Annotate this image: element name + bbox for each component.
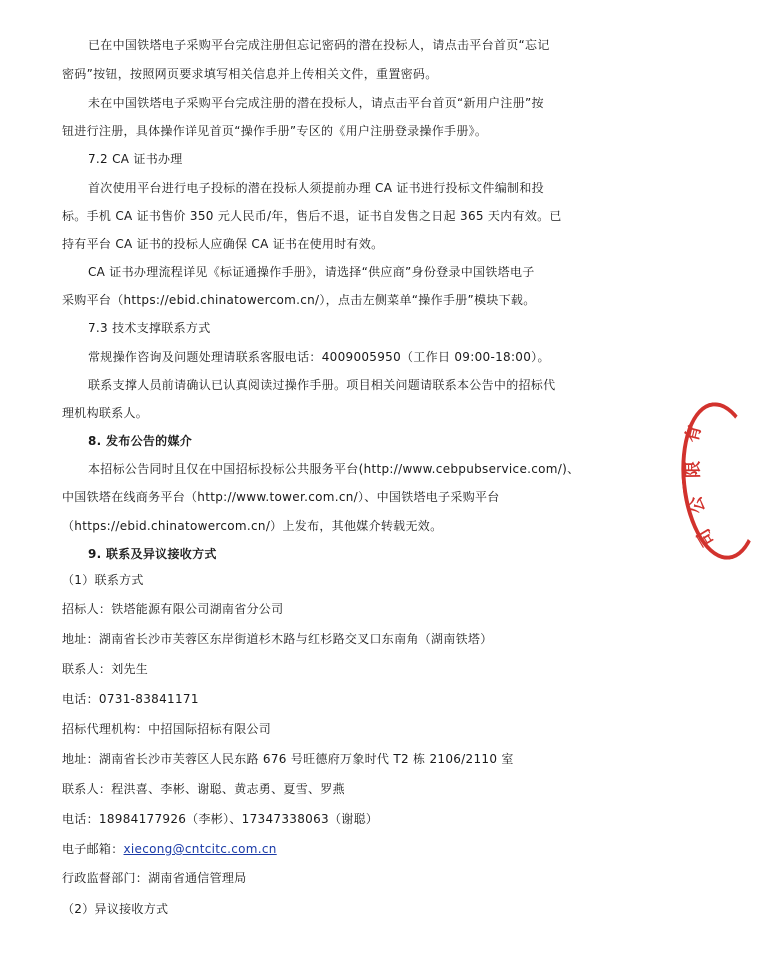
email-line — [62, 841, 702, 857]
subsection-heading: （1）联系方式 — [62, 573, 144, 587]
paragraph-line: 持有平台 CA 证书的投标人应确保 CA 证书在使用时有效。 — [62, 237, 384, 251]
paragraph-line: 首次使用平台进行电子投标的潜在投标人须提前办理 CA 证书进行投标文件编制和投 — [88, 181, 544, 195]
section-heading: 9. 联系及异议接收方式 — [88, 547, 217, 561]
email-label: 电子邮箱： — [62, 842, 124, 856]
red-seal-stamp — [674, 398, 768, 563]
paragraph-line: 中国铁塔在线商务平台（http://www.tower.com.cn/）、中国铁塔电子采购平台 — [62, 490, 500, 504]
info-line: 电话：18984177926（李彬）、17347338063（谢聪） — [62, 812, 379, 826]
paragraph-line: 联系支撑人员前请确认已认真阅读过操作手册。项目相关问题请联系本公告中的招标代 — [88, 378, 556, 392]
paragraph-line: 采购平台（https://ebid.chinatowercom.cn/），点击左侧菜单“操作手册”模块下载。 — [62, 293, 536, 307]
info-line: 招标代理机构：中招国际招标有限公司 — [62, 722, 272, 736]
paragraph-line: 理机构联系人。 — [62, 406, 149, 420]
section-heading: 7.3 技术支撑联系方式 — [88, 321, 211, 335]
paragraph-line: 本招标公告同时且仅在中国招标投标公共服务平台(http://www.cebpubservice.com/)、 — [88, 462, 580, 476]
paragraph-line: （https://ebid.chinatowercom.cn/）上发布，其他媒介转载无效。 — [62, 519, 443, 533]
stamp-char: 司 — [693, 524, 720, 550]
paragraph-line: 标。手机 CA 证书售价 350 元人民币/年，售后不退，证书自发售之日起 365 天内有效。已 — [62, 209, 562, 223]
info-line: 行政监督部门：湖南省通信管理局 — [62, 871, 247, 885]
email-link[interactable]: xiecong@cntcitc.com.cn — [123, 842, 277, 856]
paragraph-line: 已在中国铁塔电子采购平台完成注册但忘记密码的潜在投标人，请点击平台首页“忘记 — [88, 38, 550, 52]
stamp-char: 公 — [685, 493, 710, 516]
paragraph-line: 未在中国铁塔电子采购平台完成注册的潜在投标人，请点击平台首页“新用户注册”按 — [88, 96, 544, 110]
section-heading: 8. 发布公告的媒介 — [88, 434, 193, 448]
paragraph-line: 密码”按钮，按照网页要求填写相关信息并上传相关文件，重置密码。 — [62, 67, 438, 81]
stamp-char: 限 — [683, 460, 704, 479]
info-line: 地址：湖南省长沙市芙蓉区东岸街道杉木路与红杉路交叉口东南角（湖南铁塔） — [62, 632, 493, 646]
paragraph-line: CA 证书办理流程详见《标证通操作手册》，请选择“供应商”身份登录中国铁塔电子 — [88, 265, 535, 279]
info-line: 联系人：程洪喜、李彬、谢聪、黄志勇、夏雪、罗燕 — [62, 782, 345, 796]
info-line: 招标人：铁塔能源有限公司湖南省分公司 — [62, 602, 284, 616]
section-heading: 7.2 CA 证书办理 — [88, 152, 183, 166]
info-line: 地址：湖南省长沙市芙蓉区人民东路 676 号旺德府万象时代 T2 栋 2106/2110 室 — [62, 752, 514, 766]
stamp-char: 有 — [682, 423, 706, 445]
info-line: 联系人：刘先生 — [62, 662, 149, 676]
paragraph-line: 钮进行注册，具体操作详见首页“操作手册”专区的《用户注册登录操作手册》。 — [62, 124, 488, 138]
subsection-heading: （2）异议接收方式 — [62, 902, 169, 916]
paragraph-line: 常规操作咨询及问题处理请联系客服电话：4009005950（工作日 09:00-18:00）。 — [88, 350, 550, 364]
info-line: 电话：0731-83841171 — [62, 692, 199, 706]
